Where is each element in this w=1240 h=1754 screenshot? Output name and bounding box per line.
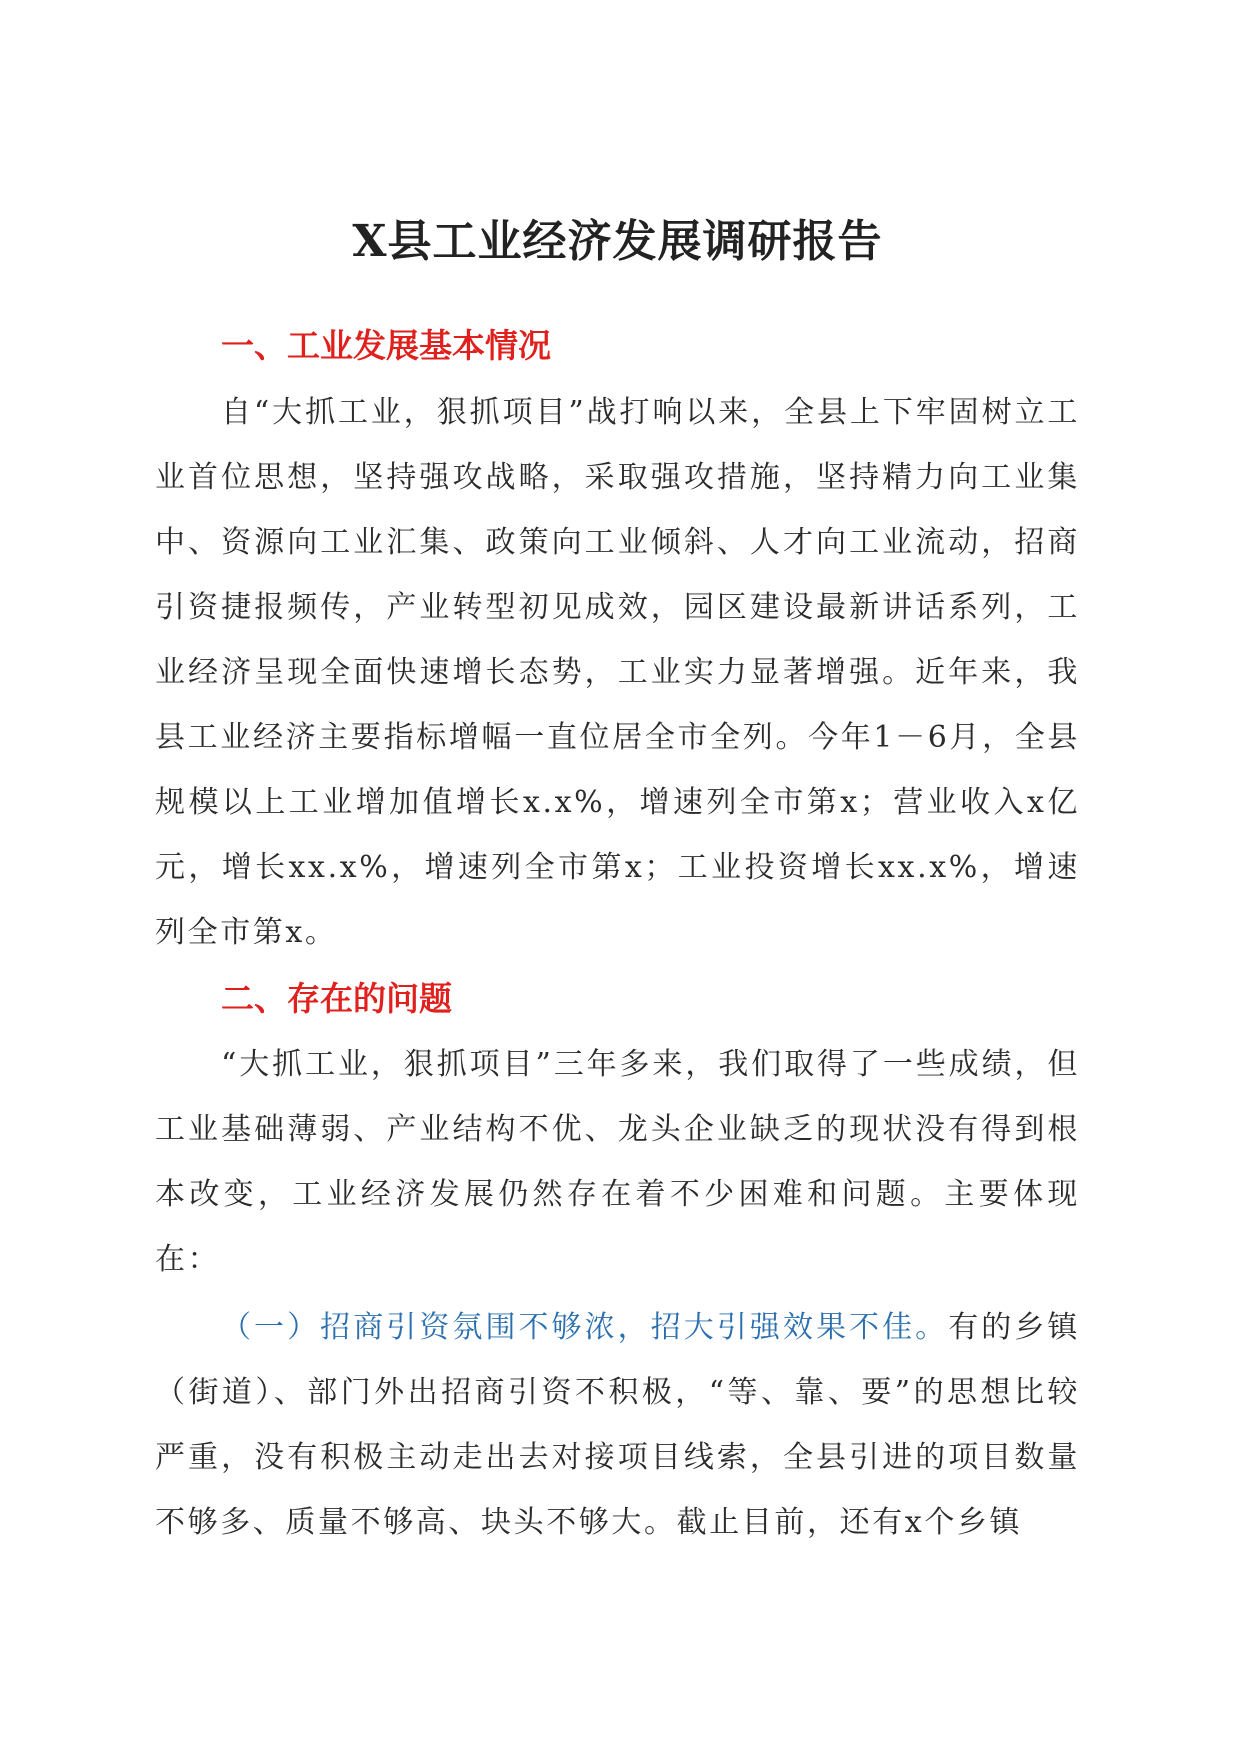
subsection-heading-investment: （一）招商引资氛围不够浓，招大引强效果不佳。 bbox=[221, 1310, 949, 1345]
section-heading-problems: 二、存在的问题 bbox=[221, 979, 452, 1018]
paragraph-investment-problem bbox=[155, 1295, 1080, 1555]
section-heading-basic-situation: 一、工业发展基本情况 bbox=[221, 326, 551, 365]
document-title: X县工业经济发展调研报告 bbox=[352, 216, 883, 267]
paragraph-basic-situation: 自“大抓工业，狠抓项目”战打响以来，全县上下牢固树立工业首位思想，坚持强攻战略，采取强攻措施，坚持精力向工业集中、资源向工业汇集、政策向工业倾斜、人才向工业流动，招商引资捷报频传，产业转型初见成效，园区建设最新讲话系列，工业经济呈现全面快速增长态势，工业实力显著增强。近年来，我县工业经济主要指标增幅一直位居全市全列。今年1－6月，全县规模以上工业增加值增长x.x%，增速列全市第x；营业收入x亿元，增长xx.x%，增速列全市第x；工业投资增长xx.x%，增速列全市第x。 bbox=[155, 395, 1080, 950]
subsection-text-investment: 有的乡镇（街道）、部门外出招商引资不积极，“等、靠、要”的思想比较严重，没有积极主动走出去对接项目线索，全县引进的项目数量不够多、质量不够高、块头不够大。截止目前，还有x个乡镇 bbox=[155, 1310, 1081, 1540]
paragraph-problems-intro: “大抓工业，狠抓项目”三年多来，我们取得了一些成绩，但工业基础薄弱、产业结构不优、龙头企业缺乏的现状没有得到根本改变，工业经济发展仍然存在着不少困难和问题。主要体现在： bbox=[155, 1047, 1080, 1277]
